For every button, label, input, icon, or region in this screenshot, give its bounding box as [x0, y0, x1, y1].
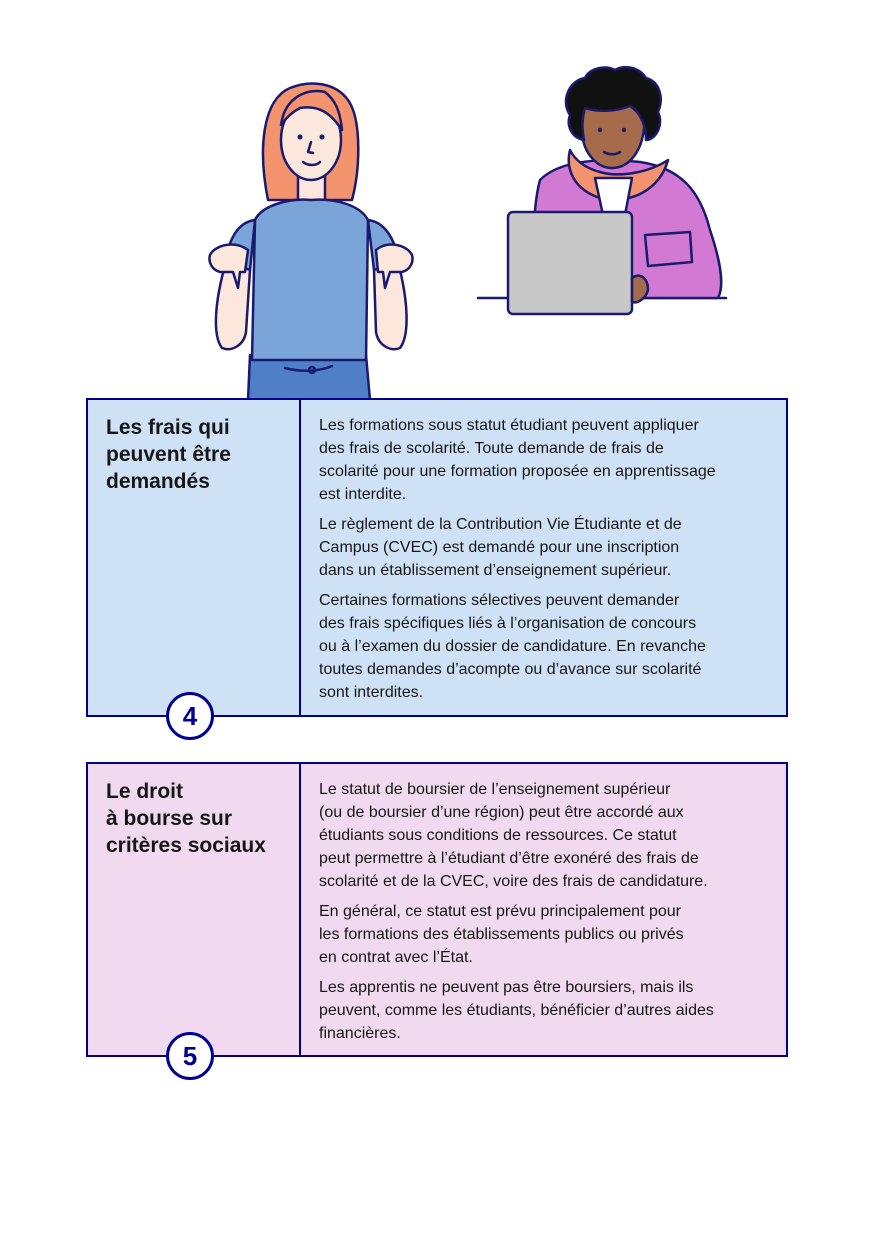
card-paragraph: Les apprentis ne peuvent pas être boursiers, mais ils peuvent, comme les étudiants, bénéficier d’autres aides financières. [319, 979, 714, 1042]
woman-pointing-down-figure [209, 84, 412, 400]
section-number-badge: 5 [166, 1032, 214, 1080]
card-paragraph: Le règlement de la Contribution Vie Étudiante et de Campus (CVEC) est demandé pour une inscription dans un établissement d’enseignement supérieur. [319, 516, 682, 579]
info-card-scholarship [86, 762, 788, 1071]
card-title-column [88, 764, 301, 1071]
card-body-column [301, 400, 786, 715]
card-paragraph: Le statut de boursier de l’enseignement supérieur (ou de boursier d’une région) peut être accordé aux étudiants sous conditions de ressources. Ce statut peut permettre à l’étudiant d’être exonéré des frais de scolarité et de la CVEC, voire des frais de candidature. [319, 781, 708, 890]
card-paragraph: Certaines formations sélectives peuvent demander des frais spécifiques liés à l’organisation de concours ou à l’examen du dossier de candidature. En revanche toutes demandes d’acompte ou d’avance sur scolarité sont interdites. [319, 592, 706, 701]
card-paragraph: En général, ce statut est prévu principalement pour les formations des établissements publics ou privés en contrat avec l’État. [319, 903, 684, 966]
card-title: Le droit à bourse sur critères sociaux [106, 780, 266, 857]
info-card-fees [86, 398, 788, 731]
card-paragraph: Les formations sous statut étudiant peuvent appliquer des frais de scolarité. Toute demande de frais de scolarité pour une formation proposée en apprentissage est interdite. [319, 417, 716, 503]
students-illustration [0, 0, 875, 400]
card-title-column [88, 400, 301, 731]
student-with-laptop-figure [478, 67, 726, 314]
section-number-badge: 4 [166, 692, 214, 740]
card-body-column [301, 764, 786, 1055]
card-title: Les frais qui peuvent être demandés [106, 416, 231, 493]
